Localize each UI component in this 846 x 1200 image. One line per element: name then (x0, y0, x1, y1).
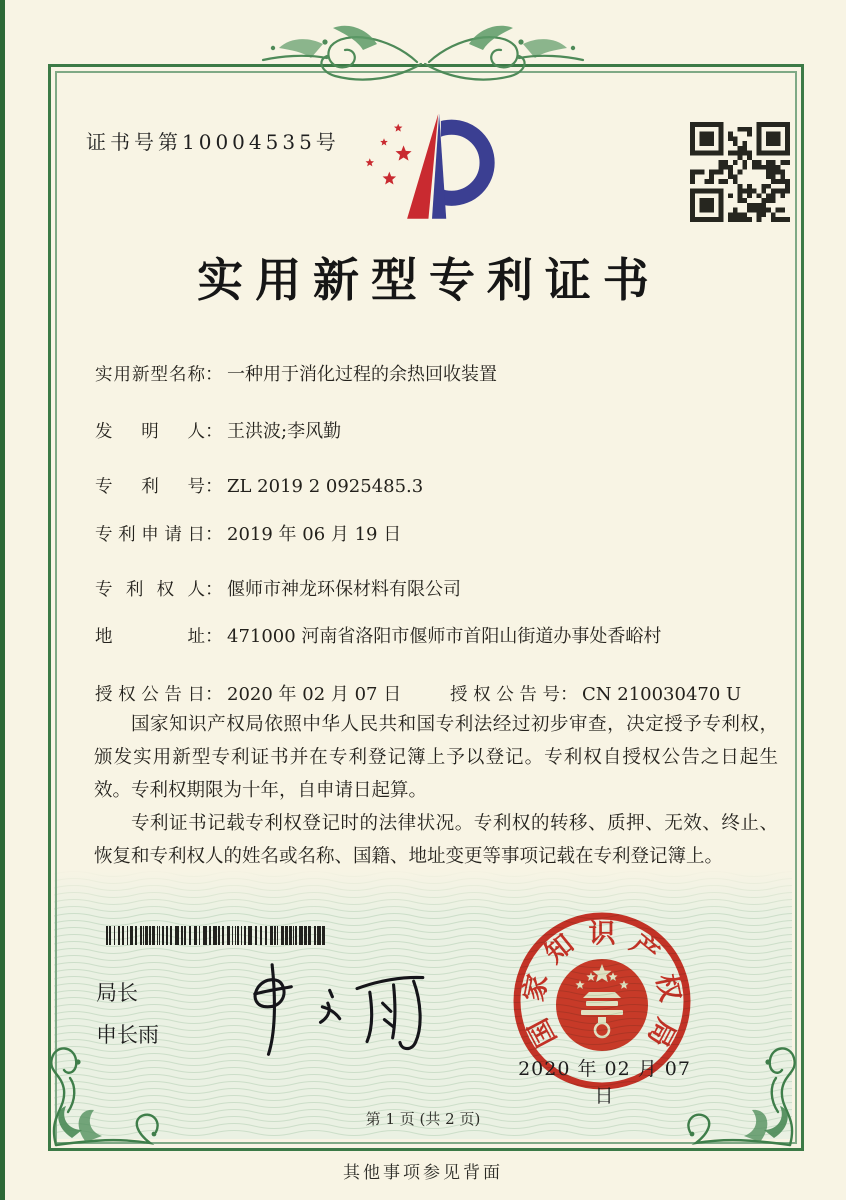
field-row-address (95, 622, 661, 648)
field-label: 授权公告日 (95, 685, 205, 705)
scan-edge-strip (0, 0, 5, 1200)
seal-date: 2020 年 02 月 07 日 (518, 1058, 691, 1107)
svg-text:局: 局 (641, 1013, 682, 1052)
field-label: 实用新型名称 (95, 365, 205, 385)
page-number: 第 1 页 (共 2 页) (365, 1110, 481, 1128)
svg-text:家: 家 (518, 971, 555, 1005)
back-side-note: 其他事项参见背面 (343, 1163, 503, 1183)
national-emblem (556, 959, 648, 1051)
svg-text:国: 国 (522, 1013, 563, 1052)
field-label: 专利号 (95, 477, 205, 497)
field-row-invention-name (95, 360, 497, 386)
field-colon: ： (205, 476, 223, 497)
commissioner-block (96, 972, 159, 1056)
barcode (106, 926, 330, 945)
svg-text:识: 识 (588, 918, 616, 950)
commissioner-name: 申长雨 (96, 1023, 159, 1047)
field-value: 2019 年 06 月 19 日 (227, 524, 402, 545)
field-colon: ： (205, 421, 223, 442)
field-row-inventor (95, 417, 341, 443)
svg-text:权: 权 (649, 971, 686, 1005)
field-colon: ： (205, 626, 223, 647)
field-colon: ： (205, 579, 223, 600)
field-row-grant-number (450, 680, 741, 706)
field-value: CN 210030470 U (582, 684, 742, 705)
field-colon: ： (560, 684, 578, 705)
legal-paragraph-1: 国家知识产权局依照中华人民共和国专利法经过初步审查，决定授予专利权，颁发实用新型专利证书并在专利登记簿上予以登记。专利权自授权公告之日起生效。专利权期限为十年，自申请日起算。 (94, 714, 778, 801)
field-colon: ： (205, 364, 223, 385)
svg-text:产: 产 (624, 928, 665, 970)
field-colon: ： (205, 684, 223, 705)
field-value: 偃师市神龙环保材料有限公司 (227, 579, 461, 600)
field-label: 授权公告号 (450, 685, 560, 705)
field-colon: ： (205, 524, 223, 545)
field-row-filing-date (95, 520, 401, 546)
field-value: 2020 年 02 月 07 日 (227, 684, 402, 705)
certificate-number: 证书号第10004535号 (86, 130, 340, 154)
commissioner-signature (242, 946, 452, 1064)
field-row-grant-date (95, 680, 401, 706)
field-value: 471000 河南省洛阳市偃师市首阳山街道办事处香峪村 (227, 626, 662, 647)
qr-code (690, 122, 790, 222)
legal-paragraph-2: 专利证书记载专利权登记时的法律状况。专利权的转移、质押、无效、终止、恢复和专利权人的姓名或名称、国籍、地址变更等事项记载在专利登记簿上。 (94, 813, 778, 867)
certificate-title: 实用新型专利证书 (197, 253, 661, 307)
legal-body-text (94, 708, 778, 873)
field-label: 专利权人 (95, 580, 205, 600)
field-value: 一种用于消化过程的余热回收装置 (227, 364, 497, 385)
field-row-patentee (95, 575, 461, 601)
field-label: 发明人 (95, 422, 205, 442)
field-value: ZL 2019 2 0925485.3 (227, 476, 424, 497)
svg-text:知: 知 (539, 928, 580, 970)
field-value: 王洪波;李风勤 (227, 421, 342, 442)
cnipa-logo (352, 112, 512, 225)
commissioner-title: 局长 (96, 981, 138, 1005)
field-row-patent-number (95, 472, 423, 498)
top-border-flourish-ornament (253, 14, 593, 106)
field-label: 地址 (95, 627, 205, 647)
field-label: 专利申请日 (95, 525, 205, 545)
